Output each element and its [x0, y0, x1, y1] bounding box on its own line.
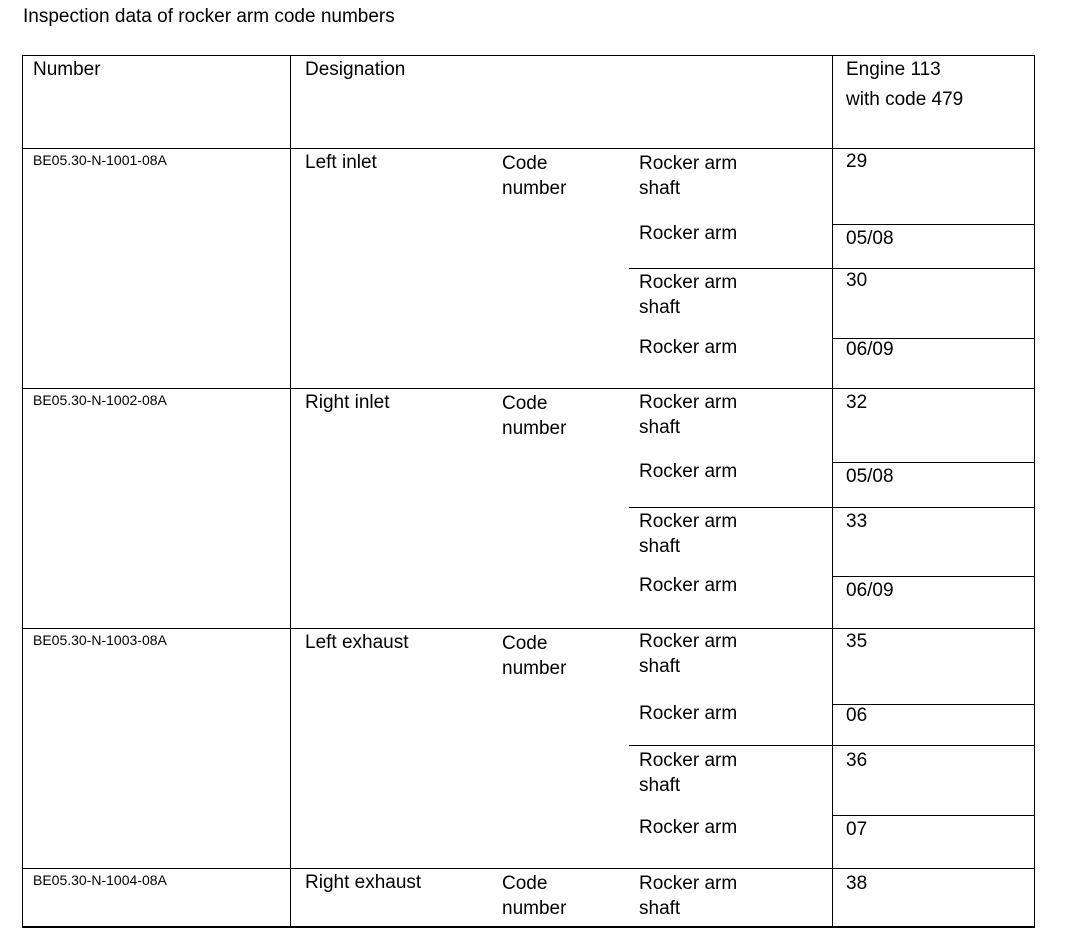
part-divider — [629, 268, 1034, 269]
header-designation: Designation — [305, 59, 406, 80]
engine-value: 05/08 — [846, 228, 894, 249]
part-divider — [629, 507, 1034, 508]
table-border-left — [22, 55, 23, 927]
part-label-line1: Rocker arm — [639, 461, 738, 482]
part-divider — [629, 745, 1034, 746]
code-label-line2: number — [502, 658, 567, 679]
part-label-line1: Rocker arm — [639, 575, 738, 596]
row-designation: Right exhaust — [305, 872, 422, 893]
table-border-right — [1034, 55, 1035, 927]
part-label-line2: shaft — [639, 297, 681, 318]
engine-value: 35 — [846, 631, 868, 652]
engine-value: 29 — [846, 151, 868, 172]
part-label-line2: shaft — [639, 656, 681, 677]
engine-value: 33 — [846, 511, 868, 532]
engine-value: 06/09 — [846, 339, 894, 360]
part-divider — [832, 462, 1034, 463]
part-label-line2: shaft — [639, 417, 681, 438]
row-designation: Left exhaust — [305, 632, 409, 653]
code-label-line2: number — [502, 418, 567, 439]
code-label-line2: number — [502, 178, 567, 199]
part-label-line1: Rocker arm — [639, 511, 738, 532]
engine-value: 05/08 — [846, 466, 894, 487]
row-divider — [22, 388, 1035, 389]
engine-value: 36 — [846, 750, 868, 771]
part-label-line2: shaft — [639, 898, 681, 919]
engine-value: 07 — [846, 819, 868, 840]
row-number: BE05.30-N-1001-08A — [33, 152, 167, 168]
part-label-line2: shaft — [639, 536, 681, 557]
code-label-line1: Code — [502, 633, 548, 654]
part-divider — [832, 224, 1034, 225]
code-label-line1: Code — [502, 393, 548, 414]
table-border-top — [22, 55, 1035, 56]
header-engine-line1: Engine 113 — [846, 59, 941, 80]
column-divider-engine — [832, 55, 833, 927]
part-label-line1: Rocker arm — [639, 817, 738, 838]
page-title: Inspection data of rocker arm code numbers — [23, 6, 395, 27]
engine-value: 30 — [846, 270, 868, 291]
part-divider — [832, 815, 1034, 816]
part-label-line1: Rocker arm — [639, 153, 738, 174]
engine-value: 06/09 — [846, 580, 894, 601]
part-label-line1: Rocker arm — [639, 392, 738, 413]
part-label-line1: Rocker arm — [639, 272, 738, 293]
code-label-line1: Code — [502, 873, 548, 894]
row-number: BE05.30-N-1004-08A — [33, 872, 167, 888]
header-number: Number — [33, 59, 101, 80]
row-designation: Right inlet — [305, 392, 390, 413]
part-divider — [832, 576, 1034, 577]
row-number: BE05.30-N-1002-08A — [33, 392, 167, 408]
table-header-divider — [22, 148, 1035, 149]
header-engine-line2: with code 479 — [846, 89, 964, 110]
part-label-line1: Rocker arm — [639, 873, 738, 894]
part-label-line1: Rocker arm — [639, 223, 738, 244]
part-label-line1: Rocker arm — [639, 703, 738, 724]
row-divider — [22, 868, 1035, 869]
row-number: BE05.30-N-1003-08A — [33, 632, 167, 648]
part-label-line1: Rocker arm — [639, 631, 738, 652]
row-designation: Left inlet — [305, 152, 377, 173]
code-label-line1: Code — [502, 153, 548, 174]
part-label-line1: Rocker arm — [639, 337, 738, 358]
part-label-line2: shaft — [639, 178, 681, 199]
row-divider — [22, 628, 1035, 629]
engine-value: 32 — [846, 392, 868, 413]
table-border-bottom — [22, 926, 1035, 928]
part-label-line2: shaft — [639, 775, 681, 796]
part-label-line1: Rocker arm — [639, 750, 738, 771]
engine-value: 38 — [846, 873, 868, 894]
column-divider-number — [290, 55, 291, 927]
engine-value: 06 — [846, 705, 868, 726]
code-label-line2: number — [502, 898, 567, 919]
